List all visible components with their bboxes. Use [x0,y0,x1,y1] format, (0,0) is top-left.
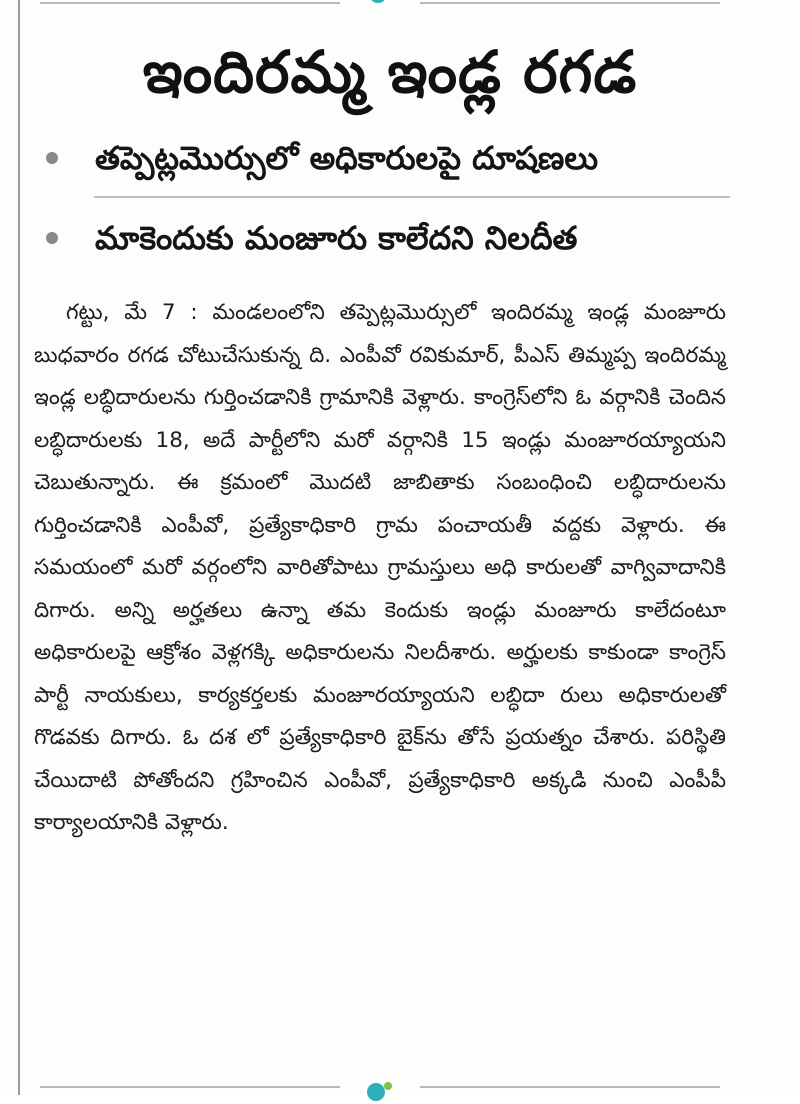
subhead-2-text: మాకెందుకు మంజూరు కాలేదని నిలదీత [95,219,578,257]
ornament-rule-left [40,2,340,4]
article-body: గట్టు, మే 7 : మండలంలోని తప్పెట్లమొర్సులో ఇందిరమ్మ ఇండ్ల మంజూరు బుధవారం రగడ చోటుచేసుకున్న ది. ఎంపీవో రవికుమార్, పీఎస్ తిమ్మప్ప ఇందిరమ్మ ఇండ్ల లబ్ధిదారులను గుర్తించడానికి గ్రామానికి వెళ్లారు. కాంగ్రెస్‌లోని ఓ వర్గానికి చెందిన లబ్ధిదారులకు 18, అదే పార్టీలోని మరో వర్గానికి 15 ఇండ్లు మంజూరయ్యాయని చెబుతున్నారు. ఈ క్రమంలో మొదటి జాబితాకు సంబంధించి లబ్ధిదారులను గుర్తించడానికి ఎంపీవో, ప్రత్యేకాధికారి గ్రామ పంచాయతీ వద్దకు వెళ్లారు. ఈ సమయంలో మరో వర్గంలోని వారితోపాటు గ్రామస్తులు అధి కారులతో వాగ్వివాదానికి దిగారు. అన్ని అర్హతలు ఉన్నా తమ కెందుకు ఇండ్లు మంజూరు కాలేదంటూ అధికారులపై ఆక్రోశం వెళ్లగక్కి అధికారులను నిలదీశారు. అర్హులకు కాకుండా కాంగ్రెస్ పార్టీ నాయకులు, కార్యకర్తలకు మంజూరయ్యాయని లబ్ధిదా రులు అధికారులతో గొడవకు దిగారు. ఓ దశ లో ప్రత్యేకాధికారి బైక్‌ను తోసే ప్రయత్నం చేశారు. పరిస్థితి చేయిదాటి పోతోందని గ్రహించిన ఎంపీవో, ప్రత్యేకాధికారి అక్కడి నుంచి ఎంపీపీ కార్యాలయానికి వెళ్లారు. [34,300,726,835]
bottom-ornament [40,1082,720,1096]
subhead-1-text: తప్పెట్లమొర్సులో అధికారులపై దూషణలు [95,139,599,177]
bullet-icon [46,232,58,244]
top-ornament [40,0,720,12]
bullet-icon [46,152,58,164]
subhead-1 [40,130,730,190]
column-border [18,0,20,1095]
newspaper-logo-icon [362,1078,398,1104]
subhead-2 [40,210,730,270]
ornament-rule-left [40,1086,340,1088]
newspaper-logo-icon [362,0,398,12]
ornament-rule-right [420,1086,720,1088]
subhead-rule [94,196,730,198]
headline: ఇందిరమ్మ ఇండ్ల రగడ [142,38,638,106]
ornament-rule-right [420,2,720,4]
